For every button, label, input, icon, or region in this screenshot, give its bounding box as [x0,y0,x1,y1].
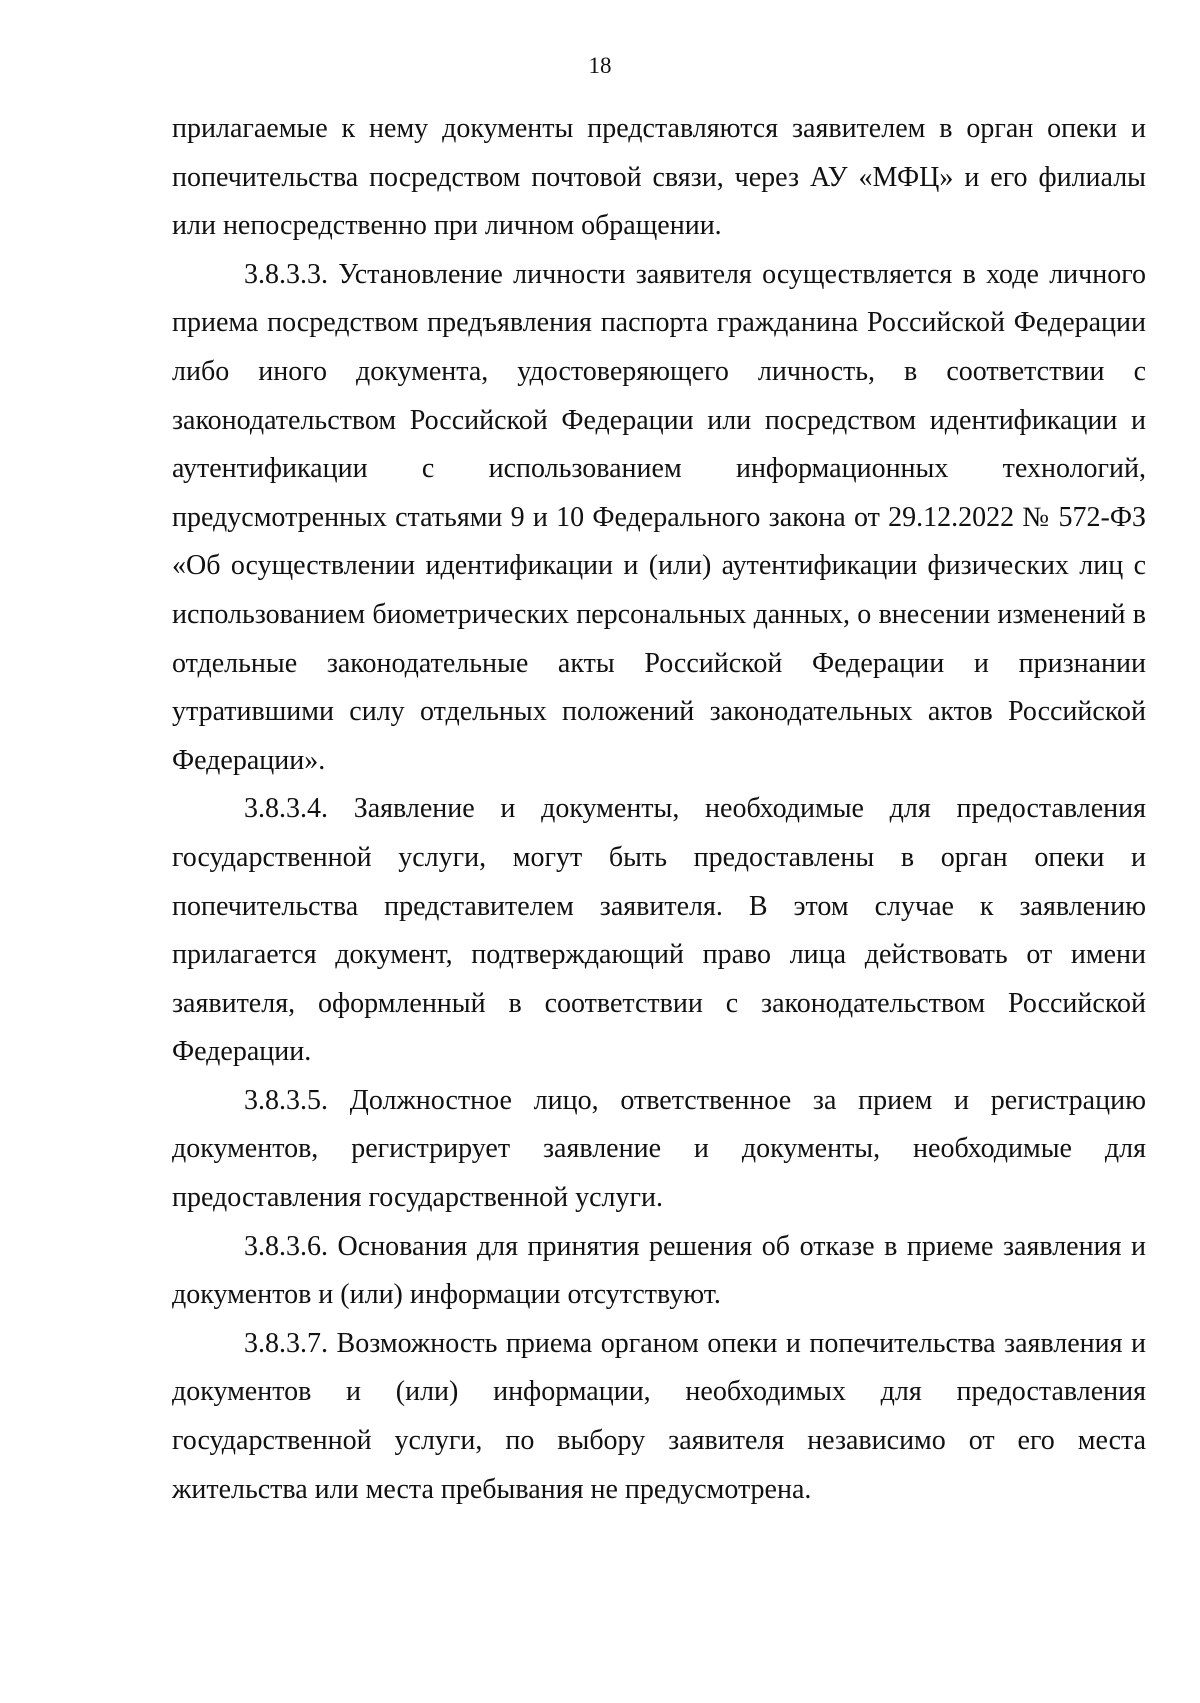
page-number: 18 [588,53,612,78]
paragraph-3-8-3-7: 3.8.3.7. Возможность приема органом опеки и попечительства заявления и документов и (или) информации, необходимых для предоставления государственной услуги, по выбору заявителя независимо от его места жительства или места пребывания не предусмотрена. [172,1327,1146,1505]
document-body [172,105,1146,1514]
paragraph-3-8-3-6: 3.8.3.6. Основания для принятия решения об отказе в приеме заявления и документов и (или) информации отсутствуют. [172,1230,1146,1311]
paragraph-3-8-3-4: 3.8.3.4. Заявление и документы, необходимые для предоставления государственной услуги, могут быть предоставлены в орган опеки и попечительства представителем заявителя. В этом случае к заявлению прилагается документ, подтверждающий право лица действовать от имени заявителя, оформленный в соответствии с законодательством Российской Федерации. [172,793,1146,1068]
paragraph-3-8-3-3: 3.8.3.3. Установление личности заявителя осуществляется в ходе личного приема посредством предъявления паспорта гражданина Российской Федерации либо иного документа, удостоверяющего личность, в соответствии с законодательством Российской Федерации или посредством идентификации и аутентификации с использованием информационных технологий, предусмотренных статьями 9 и 10 Федерального закона от 29.12.2022 № 572-ФЗ «Об осуществлении идентификации и (или) аутентификации физических лиц с использованием биометрических персональных данных, о внесении изменений в отдельные законодательные акты Российской Федерации и признании утратившими силу отдельных положений законодательных актов Российской Федерации». [172,258,1146,776]
paragraph-3-8-3-5: 3.8.3.5. Должностное лицо, ответственное за прием и регистрацию документов, регистрирует заявление и документы, необходимые для предоставления государственной услуги. [172,1084,1146,1214]
paragraph-continuation: прилагаемые к нему документы представляются заявителем в орган опеки и попечительства посредством почтовой связи, через АУ «МФЦ» и его филиалы или непосредственно при личном обращении. [172,113,1146,242]
